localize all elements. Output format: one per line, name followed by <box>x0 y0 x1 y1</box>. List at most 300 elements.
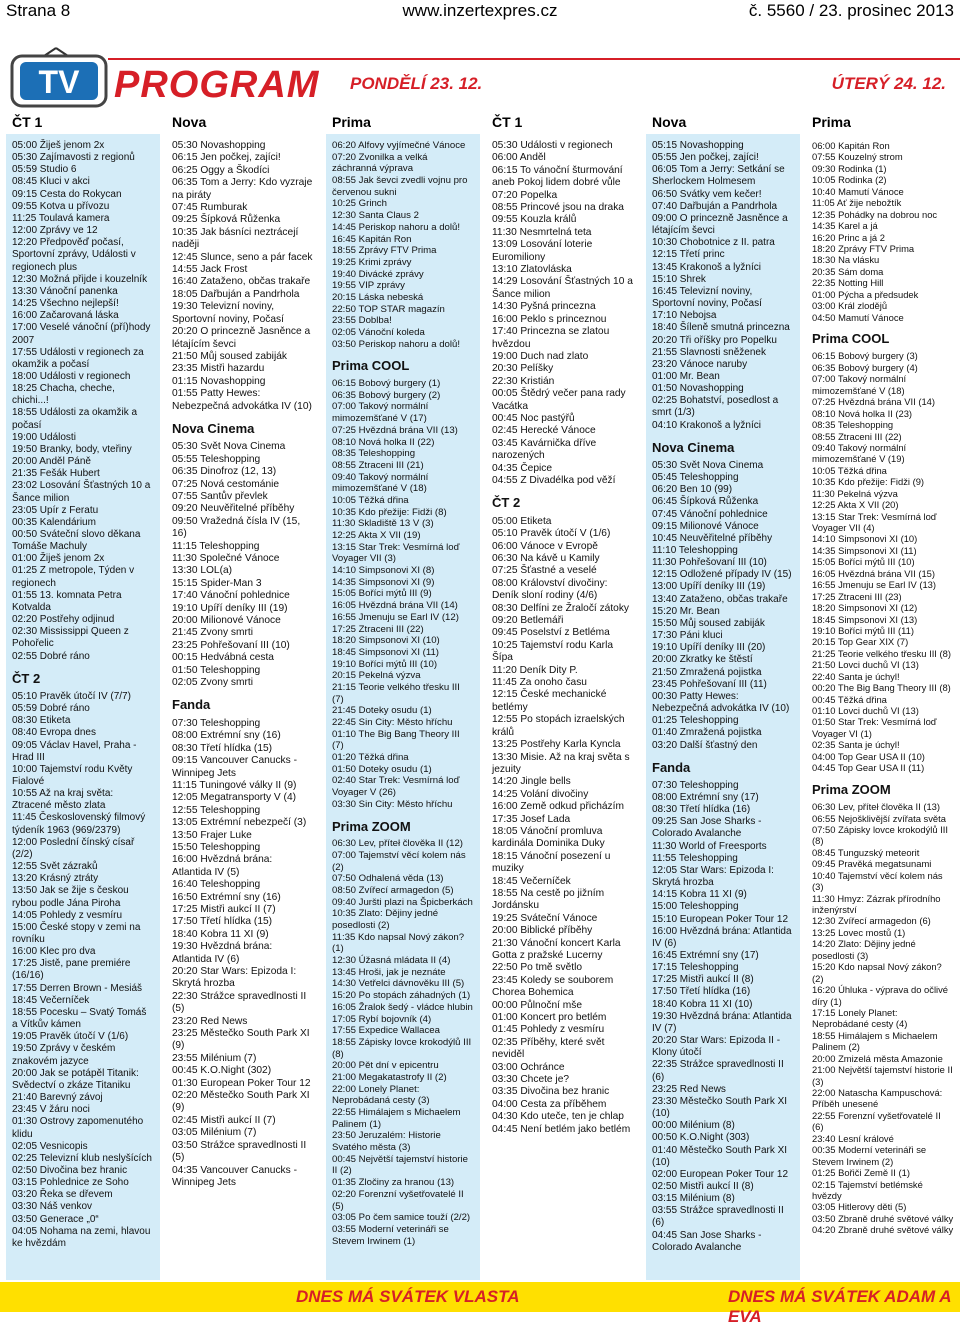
program-item: 02:05 Vesnicopis <box>12 1140 88 1152</box>
program-item: 18:20 Simpsonovi XI (12) <box>812 602 918 614</box>
program-item: 00:45 Největší tajemství historie II (2) <box>332 1153 468 1177</box>
program-item: 20:20 Tři oříšky pro Popelku <box>652 334 777 346</box>
program-item: 01:50 Novashopping <box>652 383 744 395</box>
program-item: 12:55 Svět zázraků <box>12 861 98 873</box>
program-item: 12:45 Slunce, seno a pár facek <box>172 251 313 263</box>
program-item: 20:00 Jak se potápěl Titanik: Svědectví o zkáze Titaniku <box>12 1067 139 1091</box>
program-item: 03:50 Strážce spravedlnosti II (5) <box>172 1139 307 1164</box>
program-item: 15:20 Po stopách záhadných (1) <box>332 990 471 1002</box>
program-item: 00:00 Milénium (8) <box>652 1120 735 1132</box>
program-item: 21:45 Zvony smrti <box>172 627 253 639</box>
program-item: 06:15 To vánoční šturmování aneb Pokoj lidem dobré vůle <box>492 164 623 189</box>
program-item: 21:50 Lovci duchů VI (13) <box>812 659 919 671</box>
program-item: 18:55 Zprávy FTV Prima <box>332 245 437 257</box>
program-item: 23:25 Pohřešovaní III (10) <box>172 639 290 651</box>
program-item: 01:35 Zločiny za hranou (13) <box>332 1177 455 1189</box>
program-item: 21:30 Vánoční koncert Karla Gotta z pražské Lucerny <box>492 937 621 961</box>
program-item: 06:15 Bobový burgery (3) <box>812 350 918 362</box>
program-item: 14:35 Simpsonovi XI (11) <box>812 544 917 556</box>
program-item: 10:05 Těžká dřina <box>812 464 887 476</box>
program-item: 03:05 Milénium (7) <box>172 1127 257 1139</box>
program-item: 21:00 Megakatastrofy II (2) <box>332 1071 447 1083</box>
program-item: 22:00 Lonely Planet: Neprobádaná cesty (3) <box>332 1083 430 1107</box>
program-item: 12:00 Zprávy ve 12 <box>12 225 98 237</box>
program-item: 06:35 Bobový burgery (2) <box>332 389 441 401</box>
program-item: 23:05 Upír z Feratu <box>12 504 99 516</box>
program-item: 07:50 Odhalená věda (13) <box>332 873 444 885</box>
name-day-tuesday: DNES MÁ SVÁTEK ADAM A EVA <box>728 1287 951 1326</box>
program-item: 19:10 Upíří deníky III (19) <box>172 602 288 614</box>
program-item: 13:05 Extrémní nebezpečí (3) <box>172 817 307 829</box>
program-item: 04:00 Cesta za příběhem <box>492 1098 607 1110</box>
program-item: 07:45 Rumburak <box>172 202 248 214</box>
program-item: 01:25 Bořiči Země II (1) <box>812 1167 910 1179</box>
program-item: 03:55 Strážce spravedlnosti II (6) <box>652 1205 784 1229</box>
program-item: 12:55 Teleshopping <box>172 804 261 816</box>
program-item: 05:10 Pravěk útočí IV (7/7) <box>12 690 131 702</box>
program-item: 16:00 Hvězdná brána: Atlantida IV (6) <box>652 925 792 949</box>
sub-channel-title: Prima ZOOM <box>812 781 891 797</box>
program-item: 01:20 Těžká dřina <box>332 752 409 764</box>
program-item: 01:55 Patty Hewes: Nebezpečná advokátka IV (10) <box>172 388 312 412</box>
program-item: 00:35 Moderní veterináři se Stevem Irwinem (2) <box>812 1144 927 1167</box>
program-item: 06:00 Vánoce v Evropě <box>492 540 598 552</box>
program-item: 23:45 Koledy se souborem Chorea Bohemica <box>492 974 614 999</box>
program-item: 13:10 Zlatovláska <box>492 264 572 276</box>
program-item: 09:05 Václav Havel, Praha - Hrad III <box>12 739 137 763</box>
program-item: 00:45 Těžká dřina <box>812 693 887 705</box>
program-list <box>646 134 800 1254</box>
program-item: 18:45 Simpsonovi XI (11) <box>332 646 440 658</box>
program-item: 13:25 Lovec mostů (1) <box>812 926 906 938</box>
program-item: 10:35 Kdo přežije: Fidži (8) <box>332 506 447 518</box>
program-item: 08:45 Tunguzský meteorit <box>812 846 920 858</box>
program-item: 23:02 Losování Šťastných 10 a Šance milion <box>12 480 151 504</box>
program-item: 23:30 Městečko South Park XI (10) <box>652 1095 788 1120</box>
channel-column <box>806 110 960 1280</box>
program-item: 11:30 Skladiště 13 V (3) <box>332 518 434 530</box>
program-item: 08:00 Extrémní sny (17) <box>652 791 759 803</box>
program-item: 01:50 Star Trek: Vesmírná loď Voyager VI (1) <box>812 716 937 739</box>
program-item: 09:25 Šípková Růženka <box>172 214 281 226</box>
program-item: 14:20 Zlato: Dějiny jedné posedlosti (3) <box>812 938 916 961</box>
program-item: 21:35 Fešák Hubert <box>12 468 100 480</box>
program-item: 02:25 Bohatství, posedlost a smrt (1/3) <box>652 395 779 419</box>
program-item: 02:05 Vánoční koleda <box>332 327 425 338</box>
program-item: 15:00 Teleshopping <box>652 901 739 913</box>
program-item: 18:45 Večerníček <box>492 875 571 887</box>
channel-header: Prima <box>806 110 960 134</box>
program-item: 04:35 Čepice <box>492 462 553 474</box>
program-item: 14:35 Simpsonovi XI (9) <box>332 576 435 588</box>
program-item: 20:35 Sám doma <box>812 265 884 277</box>
program-item: 19:50 Branky, body, vteřiny <box>12 443 132 455</box>
program-item: 04:10 Krakonoš a lyžníci <box>652 419 761 431</box>
page-header <box>0 0 960 26</box>
sub-channel-title: ČT 2 <box>492 495 521 511</box>
program-item: 15:50 Můj soused zabiják <box>652 617 765 629</box>
program-item: 01:50 Doteky osudu (1) <box>332 763 432 775</box>
program-item: 15:50 Teleshopping <box>172 841 261 853</box>
tv-icon <box>10 46 110 108</box>
program-item: 15:10 European Poker Tour 12 <box>652 913 789 925</box>
program-item: 12:35 Pohádky na dobrou noc <box>812 208 938 220</box>
program-item: 16:00 Země odkud přicházím <box>492 801 624 813</box>
program-item: 07:40 Dařbuján a Pandrhola <box>652 200 778 212</box>
day-tuesday: ÚTERÝ 24. 12. <box>831 74 946 93</box>
program-item: 11:45 Za onoho času <box>492 677 587 689</box>
program-item: 11:15 Teleshopping <box>172 540 260 552</box>
program-item: 11:45 Československý filmový týdeník 1963 (969/2379) <box>12 812 146 836</box>
program-item: 12:00 Poslední čínský císař (2/2) <box>12 836 135 860</box>
name-day-footer <box>0 1282 960 1326</box>
program-item: 20:00 Zmizelá města Amazonie <box>812 1052 943 1064</box>
program-item: 00:35 Kalendárium <box>12 516 96 528</box>
program-list <box>486 134 640 1136</box>
program-item: 17:05 Rybí bojovník (4) <box>332 1013 432 1025</box>
program-item: 03:30 Chcete je? <box>492 1074 570 1086</box>
program-item: 07:00 Takový normální mimozemšťané V (17) <box>332 401 429 425</box>
program-item: 20:00 Anděl Páně <box>12 456 91 468</box>
program-item: 11:20 Deník Dity P. <box>492 664 578 676</box>
program-item: 10:55 Až na kraj světa: Ztracené město zlata <box>12 788 114 812</box>
program-item: 22:50 TOP STAR magazín <box>332 303 445 315</box>
program-item: 11:30 Nesmrtelná teta <box>492 226 592 238</box>
program-item: 20:00 Pět dní v epicentru <box>332 1060 439 1072</box>
program-item: 00:45 Noc pastýřů <box>492 412 575 424</box>
program-item: 20:20 Star Wars: Epizoda I: Skrytá hrozba <box>172 966 297 990</box>
program-item: 06:15 Bobový burgery (1) <box>332 378 441 390</box>
program-item: 10:25 Grinch <box>332 198 387 210</box>
program-item: 01:30 European Poker Tour 12 <box>172 1077 311 1089</box>
program-item: 04:50 Mamutí Vánoce <box>812 311 904 323</box>
program-item: 03:50 Zbraně druhé světové války <box>812 1212 954 1224</box>
program-item: 06:00 Anděl <box>492 152 546 164</box>
program-item: 16:55 Jmenuju se Earl IV (13) <box>812 579 937 591</box>
program-item: 17:25 Mistři aukcí II (7) <box>172 903 276 915</box>
program-item: 18:55 Události za okamžik a počasí <box>12 407 138 431</box>
program-item: 18:40 Šíleně smutná princezna <box>652 322 790 334</box>
program-item: 15:10 Shrek <box>652 273 706 285</box>
program-list <box>326 134 480 1247</box>
program-item: 10:25 Tajemství rodu Karla Šípa <box>492 639 613 664</box>
program-item: 01:10 Lovci duchů VI (13) <box>812 705 919 716</box>
program-item: 02:15 Tajemství betlémské hvězdy <box>812 1178 923 1201</box>
program-item: 01:10 The Big Bang Theory III (7) <box>332 728 460 752</box>
program-item: 14:20 Jingle bells <box>492 776 571 788</box>
program-item: 07:25 Hvězdná brána VII (13) <box>332 424 458 436</box>
program-item: 03:45 Kavárnička dříve narozených <box>492 437 597 462</box>
program-item: 05:55 Teleshopping <box>172 453 261 465</box>
program-item: 22:30 Strážce spravedlnosti II (5) <box>172 990 307 1015</box>
program-item: 18:20 Simpsonovi XI (10) <box>332 635 440 647</box>
program-item: 22:55 Himálajem s Michaelem Palinem (1) <box>332 1107 461 1130</box>
program-item: 12:20 Předpověď počasí, Sportovní zprávy, Události v regionech plus <box>12 237 136 273</box>
program-item: 02:20 Městečko South Park XI (9) <box>172 1090 310 1114</box>
program-item: 13:15 Star Trek: Vesmírná loď Voyager VII (3) <box>332 541 460 565</box>
program-item: 23:55 Doblba! <box>332 315 392 327</box>
program-item: 09:40 Juršti plazi na Špicberkách <box>332 896 473 908</box>
program-item: 09:40 Takový normální mimozemšťané V (18) <box>332 471 429 495</box>
program-item: 15:05 Boříci mýtů III (9) <box>332 588 432 600</box>
program-item: 10:05 Těžká dřina <box>332 494 409 506</box>
program-item: 18:05 Dařbuján a Pandrhola <box>172 288 300 300</box>
program-item: 11:05 Ať žije nebožtík <box>812 197 902 209</box>
program-item: 19:10 Boříci mýtů III (10) <box>332 658 438 670</box>
program-item: 18:15 Vánoční posezení u muziky <box>492 850 611 875</box>
program-item: 14:10 Simpsonovi XI (10) <box>812 533 918 545</box>
issue-date: č. 5560 / 23. prosinec 2013 <box>748 1 954 20</box>
program-item: 09:30 Rodinka (1) <box>812 162 887 174</box>
program-item: 06:15 Jen počkej, zajíci! <box>172 152 281 164</box>
program-item: 07:55 Santův převlek <box>172 490 268 502</box>
program-item: 09:40 Takový normální mimozemšťané V (19) <box>812 441 907 465</box>
program-item: 10:40 Tajemství věcí kolem nás (3) <box>812 869 943 893</box>
program-item: 17:15 Lonely Planet: Neprobádané cesty (4) <box>812 1006 908 1030</box>
program-item: 05:00 Žiješ jenom 2x <box>12 140 105 151</box>
program-item: 02:05 Zvony smrti <box>172 677 253 689</box>
program-item: 08:45 Kluci v akci <box>12 176 90 188</box>
program-item: 10:45 Neuvěřitelné příběhy <box>652 532 773 544</box>
program-item: 02:45 Herecké Vánoce <box>492 425 596 437</box>
program-item: 03:50 Periskop nahoru a dolů! <box>332 338 461 350</box>
program-item: 08:10 Nová holka II (23) <box>812 407 913 419</box>
program-item: 05:10 Pravěk útočí V (1/6) <box>492 528 611 540</box>
program-item: 04:45 Top Gear USA II (11) <box>812 762 925 774</box>
program-item: 07:45 Vánoční pohlednice <box>652 508 768 520</box>
program-item: 03:00 Král zlodějů <box>812 300 888 312</box>
program-item: 09:50 Vražedná čísla IV (15, 16) <box>172 515 301 540</box>
program-item: 12:25 Akta X VII (19) <box>332 530 421 541</box>
channel-column <box>166 110 320 1280</box>
program-item: 22:35 Notting Hill <box>812 277 884 289</box>
program-item: 07:25 Nová cestománie <box>172 478 280 490</box>
program-item: 09:00 O princezně Jasněnce a létajícím ševci <box>652 212 788 237</box>
program-item: 00:50 Sváteční slovo děkana Tomáše Machuly <box>12 529 141 553</box>
program-item: 06:30 Lev, příteł člověka II (13) <box>812 801 941 813</box>
program-item: 17:40 Vánoční pohlednice <box>172 590 290 602</box>
program-item: 21:55 Slavnosti sněženek <box>652 346 766 358</box>
program-item: 05:45 Teleshopping <box>652 472 739 484</box>
program-item: 19:10 Boříci mýtů III (11) <box>812 624 914 636</box>
program-item: 21:50 Můj soused zabiják <box>172 350 287 362</box>
program-item: 17:25 Ztraceni III (23) <box>812 590 902 602</box>
program-item: 19:10 Upíří deníky III (20) <box>652 642 766 654</box>
program-item: 10:35 Jak básníci neztrácejí naději <box>172 226 299 251</box>
channel-header: Prima <box>326 110 480 134</box>
program-item: 09:15 Milionové Vánoce <box>652 520 759 532</box>
program-item: 08:30 Delfíni ze Žraločí zátoky <box>492 602 630 614</box>
program-item: 01:40 Městečko South Park XI (10) <box>652 1144 788 1168</box>
program-item: 14:05 Pohledy z vesmíru <box>12 909 123 921</box>
program-item: 18:30 Na vlásku <box>812 254 880 266</box>
program-item: 01:00 Mr. Bean <box>652 370 720 382</box>
program-item: 22:45 Sin City: Město hříchu <box>332 717 453 728</box>
program-item: 11:35 Kdo napsal Nový zákon? (1) <box>332 931 465 955</box>
program-item: 12:15 Třetí princ <box>652 249 725 261</box>
program-item: 13:15 Star Trek: Vesmírná loď Voyager VII (4) <box>812 510 937 533</box>
program-item: 23:20 Red News <box>172 1015 248 1027</box>
program-item: 19:25 Sváteční Vánoce <box>492 912 598 924</box>
program-item: 17:55 Derren Brown - Mesiáš <box>12 982 143 994</box>
program-item: 21:25 Teorie velkého třesku III (8) <box>812 647 951 659</box>
program-item: 10:40 Mamutí Vánoce <box>812 185 904 197</box>
program-item: 01:25 Z metropole, Týden v regionech <box>12 565 135 589</box>
program-item: 13:30 LOL(a) <box>172 565 233 577</box>
program-item: 08:50 Zvířecí armagedon (5) <box>332 884 454 896</box>
sub-channel-title: Prima ZOOM <box>332 818 411 834</box>
program-item: 03:15 Milénium (8) <box>652 1193 735 1205</box>
program-item: 20:15 Pekelná výzva <box>332 670 421 682</box>
program-item: 18:40 Kobra 11 XI (10) <box>652 998 753 1010</box>
program-item: 19:55 VIP zprávy <box>332 280 405 292</box>
program-item: 06:35 Bobový burgery (4) <box>812 361 918 373</box>
program-item: 06:45 Šípková Růženka <box>652 496 759 508</box>
program-item: 14:10 Simpsonovi XI (8) <box>332 565 435 577</box>
program-item: 18:40 Kobra 11 XI (9) <box>172 928 269 940</box>
program-item: 06:55 Nejošklivější zvířata světa <box>812 812 946 824</box>
program-item: 17:30 Páni kluci <box>652 630 723 642</box>
program-item: 17:15 Teleshopping <box>652 962 739 974</box>
program-item: 11:15 Tuningové války II (9) <box>172 779 297 791</box>
program-item: 13:30 Misie. Až na kraj světa s jezuity <box>492 751 630 775</box>
program-item: 16:45 Kapitán Ron <box>332 233 412 245</box>
program-item: 22:40 Santa je úchyl! <box>812 670 900 682</box>
program-item: 14:30 Pyšná princezna <box>492 301 596 313</box>
program-item: 05:30 Zajímavosti z regionů <box>12 152 135 164</box>
program-item: 01:40 Zmražená pojistka <box>652 727 762 739</box>
program-item: 07:20 Zvonilka a velká záchranná výprava <box>332 151 428 175</box>
program-item: 05:15 Novashopping <box>652 140 744 151</box>
program-item: 02:35 Santa je úchyl! <box>812 739 900 751</box>
program-item: 07:25 Hvězdná brána VII (14) <box>812 396 935 408</box>
program-item: 12:55 Po stopách izraelských králů <box>492 714 625 738</box>
program-item: 14:45 Periskop nahoru a dolů! <box>332 221 461 233</box>
program-item: 03:30 Sin City: Město hříchu <box>332 798 453 810</box>
channel-column <box>326 110 480 1280</box>
program-item: 06:20 Ben 10 (99) <box>652 484 733 496</box>
channel-header: ČT 1 <box>6 110 160 134</box>
program-item: 14:29 Losování Šťastných 10 a Šance milion <box>492 276 633 300</box>
program-item: 07:00 Tajemství věcí kolem nás (2) <box>332 849 466 873</box>
program-item: 21:00 Největší tajemství historie II (3) <box>812 1064 953 1087</box>
program-item: 04:35 Vancouver Canucks - Winnipeg Jets <box>172 1164 297 1188</box>
program-item: 02:35 Příběhy, které svět neviděl <box>492 1036 605 1061</box>
program-item: 20:20 Star Wars: Epizoda II - Klony útočí <box>652 1035 781 1059</box>
name-day-monday: DNES MÁ SVÁTEK VLASTA <box>296 1287 520 1306</box>
program-item: 03:05 Hitlerovy děti (5) <box>812 1201 907 1213</box>
program-item: 18:55 Himálajem s Michaelem Palinem (2) <box>812 1029 938 1053</box>
program-item: 04:20 Zbraně druhé světové války <box>812 1224 954 1236</box>
program-item: 12:25 Akta X VII (20) <box>812 499 899 511</box>
channel-column <box>6 110 160 1280</box>
program-item: 02:50 Divočina bez hranic <box>12 1164 128 1176</box>
program-item: 11:30 Pekelná výzva <box>812 487 898 499</box>
program-item: 02:55 Dobré ráno <box>12 650 90 662</box>
program-item: 15:15 Spider-Man 3 <box>172 577 262 589</box>
program-item: 04:30 Kdo uteče, ten je chlap <box>492 1111 624 1123</box>
program-item: 13:00 Upíří deníky III (19) <box>652 581 766 593</box>
program-item: 20:00 Zkratky ke štěstí <box>652 654 753 666</box>
program-item: 12:30 Santa Claus 2 <box>332 210 419 222</box>
program-item: 14:30 Vetřelci dávnověku III (5) <box>332 978 465 990</box>
program-item: 06:30 Na kávě u Kamily <box>492 553 600 564</box>
program-item: 17:55 Expedice Wallacea <box>332 1025 440 1037</box>
program-item: 05:30 Novashopping <box>172 140 266 151</box>
program-item: 15:00 České stopy v zemi na rovníku <box>12 921 141 945</box>
program-item: 18:20 Zprávy FTV Prima <box>812 242 915 254</box>
sub-channel-title: Nova Cinema <box>652 439 735 455</box>
sub-channel-title: Prima COOL <box>332 358 410 374</box>
sub-channel-title: Fanda <box>172 697 211 713</box>
program-list <box>166 134 320 1189</box>
program-item: 06:05 Tom a Jerry: Setkání se Sherlockem Holmesem <box>652 164 785 188</box>
program-item: 08:35 Teleshopping <box>332 448 416 460</box>
program-item: 16:00 Hvězdná brána: Atlantida IV (5) <box>172 854 273 878</box>
program-item: 07:30 Teleshopping <box>172 717 261 729</box>
program-item: 14:25 Všechno nejlepší! <box>12 298 119 310</box>
program-item: 18:55 Na cestě po jižním Jordánsku <box>492 887 605 912</box>
program-item: 09:55 Kouzla králů <box>492 214 577 226</box>
program-item: 03:00 Ochránce <box>492 1061 565 1073</box>
program-item: 18:45 Večerníček <box>12 994 90 1006</box>
program-item: 10:35 Kdo přežije: Fidži (9) <box>812 476 925 488</box>
program-item: 16:55 Jmenuju se Earl IV (12) <box>332 611 459 623</box>
program-item: 08:00 Království divočiny: Deník sloní rodiny (4/6) <box>492 577 608 602</box>
program-item: 23:40 Lesní králové <box>812 1132 894 1144</box>
program-list <box>806 134 960 1236</box>
program-item: 23:50 Jeruzalém: Historie Svatého města (3) <box>332 1130 441 1154</box>
program-item: 15:20 Mr. Bean <box>652 605 720 617</box>
program-item: 16:05 Hvězdná brána VII (14) <box>332 600 458 612</box>
program-item: 20:15 Láska nebeská <box>332 291 424 303</box>
program-item: 14:15 Kobra 11 XI (9) <box>652 889 747 901</box>
program-item: 20:30 Pelíšky <box>492 363 554 375</box>
program-item: 00:20 The Big Bang Theory III (8) <box>812 682 951 694</box>
program-item: 23:45 V žáru noci <box>12 1104 90 1116</box>
program-item: 07:50 Zápisky lovce krokodýlů III (8) <box>812 823 949 847</box>
program-item: 00:00 Půlnoční mše <box>492 999 583 1011</box>
program-item: 09:25 San Jose Sharks - Colorado Avalanche <box>652 816 762 840</box>
program-item: 11:30 Společné Vánoce <box>172 553 280 564</box>
channel-column <box>646 110 800 1280</box>
program-item: 09:45 Pravěká megatsunami <box>812 858 932 870</box>
program-item: 09:15 Vancouver Canucks - Winnipeg Jets <box>172 755 297 779</box>
program-item: 16:40 Teleshopping <box>172 879 261 891</box>
program-item: 20:15 Top Gear XIX (7) <box>812 636 909 648</box>
site-url[interactable]: www.inzertexpres.cz <box>402 1 558 20</box>
program-item: 22:00 Natascha Kampuschová: Příběh unesené <box>812 1087 943 1110</box>
program-item: 09:20 Neuvěřitelné příběhy <box>172 503 295 515</box>
program-item: 18:45 Simpsonovi XI (13) <box>812 613 918 625</box>
program-item: 03:05 Po čem samice touží (2/2) <box>332 1212 471 1224</box>
program-item: 16:00 Začarovaná láska <box>12 310 119 322</box>
program-item: 13:50 Jak se žije s českou rybou podle Jána Piroha <box>12 885 129 909</box>
program-item: 02:30 Mississippi Queen z Pohořelic <box>12 626 129 650</box>
program-item: 08:30 Etiketa <box>12 715 71 727</box>
program-item: 21:40 Barevný závoj <box>12 1092 103 1104</box>
program-item: 02:40 Star Trek: Vesmírná loď Voyager V (26) <box>332 775 460 799</box>
program-item: 01:00 Žiješ jenom 2x <box>12 553 105 565</box>
program-item: 18:25 Chacha, cheche, chichi...! <box>12 383 115 407</box>
program-item: 12:30 Zvířecí armagedon (6) <box>812 915 931 927</box>
program-item: 16:20 Princ a já 2 <box>812 231 885 243</box>
program-item: 08:30 Třetí hlídka (15) <box>172 742 273 754</box>
program-item: 08:10 Nová holka II (22) <box>332 436 435 448</box>
channel-header: ČT 1 <box>486 110 640 134</box>
program-item: 12:30 Možná přijde i kouzelník <box>12 273 148 285</box>
program-item: 17:25 Ztraceni III (22) <box>332 623 424 635</box>
